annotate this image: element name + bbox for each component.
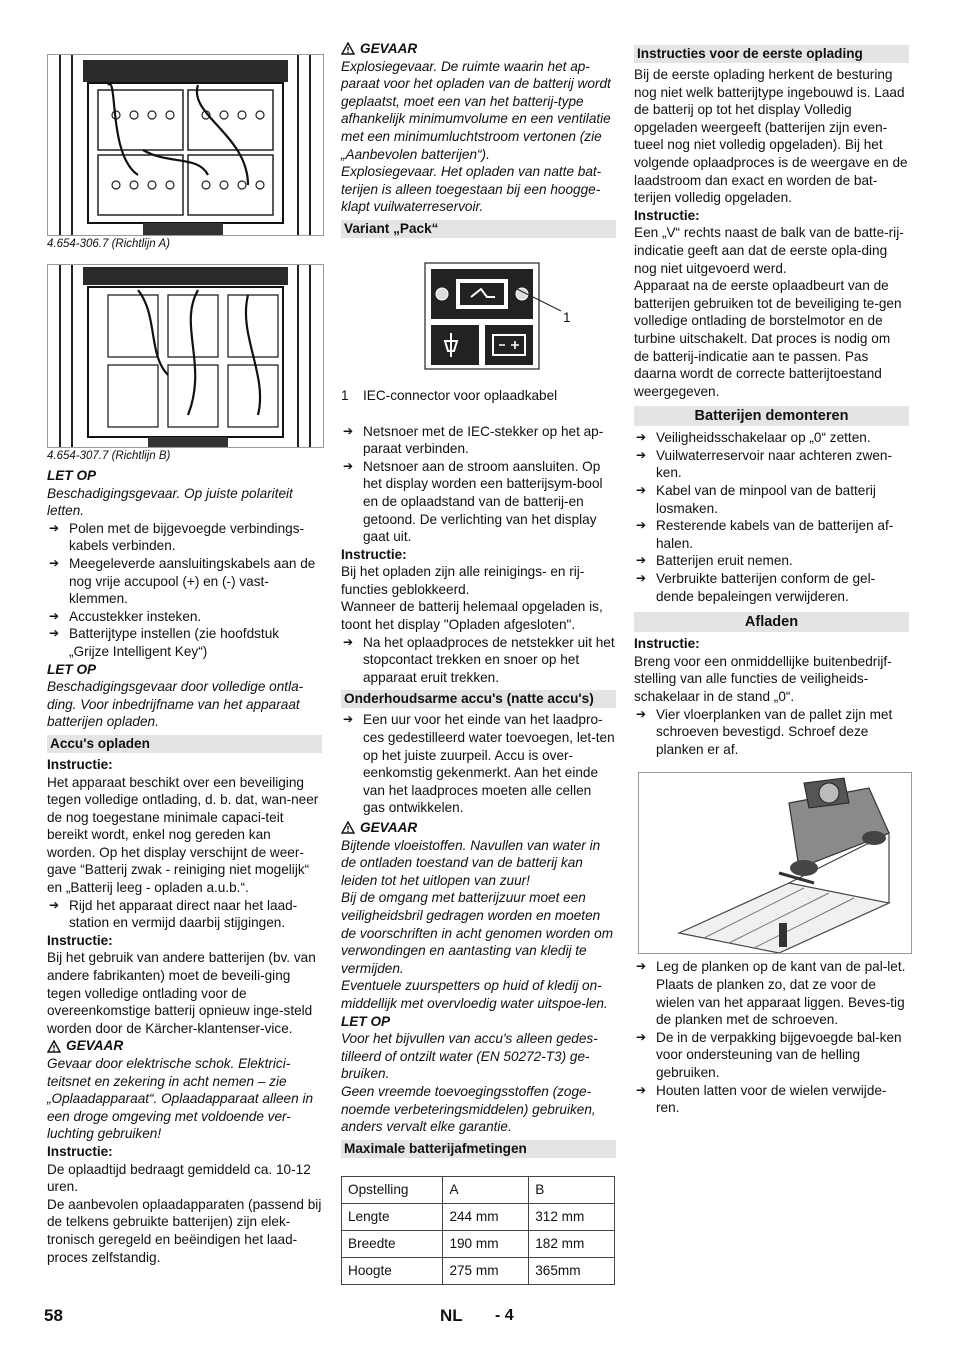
column-middle — [341, 40, 616, 1285]
iec-connector-figure — [341, 241, 616, 381]
instruction-heading: Instructie: — [47, 1143, 113, 1159]
instruction-step: ➔ Netsnoer aan de stroom aansluiten. Op het display worden een batterijsym-bool en de oplaadstand van de batterij-en getoond. De verlichting van het display gaat uit. — [341, 458, 616, 546]
notice-heading: LET OP — [47, 661, 97, 677]
instruction-step: ➔ Meegeleverde aansluitingskabels aan de nog vrije accupool (+) en (-) vast-klemmen. — [47, 555, 322, 608]
legend-number: 1 — [341, 387, 349, 403]
body-text: Breng voor een onmiddellijke buitenbedrijf-stelling van alle functies de veiligheids-schakelaar in de stand „0“. — [634, 653, 892, 704]
instruction-step: ➔ Netsnoer met de IEC-stekker op het ap-paraat verbinden. — [341, 423, 616, 458]
legend-text: IEC-connector voor oplaadkabel — [363, 387, 558, 403]
table-cell: 275 mm — [443, 1257, 529, 1284]
danger-heading-label: GEVAAR — [360, 820, 418, 835]
danger-heading — [341, 819, 616, 837]
instruction-step: ➔ Kabel van de minpool van de batterij losmaken. — [634, 482, 909, 517]
table-cell: Hoogte — [342, 1257, 443, 1284]
instruction-step: ➔ Polen met de bijgevoegde verbindings-kabels verbinden. — [47, 520, 322, 555]
pallet-ramp-illustration — [639, 773, 911, 953]
figure-caption: 4.654-307.7 (Richtlijn B) — [47, 450, 171, 462]
body-text: Bij het gebruik van andere batterijen (bv. van andere fabrikanten) moet de beveili-ging tegen volledige ontlading voor de overeenkomstige batterij opnieuw inge-steld worden door de Kärcher-klantenser-vice. — [47, 950, 316, 1036]
danger-heading-label: GEVAAR — [360, 41, 418, 56]
danger-text: Explosiegevaar. De ruimte waarin het ap-paraat voor het opladen van de batterij wordt geplaatst, moet een van het batterij-type afhankelijk minimumvolume en een ventilatie met een minimumluchtstroom vertonen (zie „Aanbevolen batterijen“). — [341, 58, 611, 162]
danger-heading — [47, 1037, 322, 1055]
body-text: Apparaat na de eerste oplaadbeurt van de batterijen gebruiken tot de beveiliging te-gen volledige ontlading de borstelmotor en de turbine uitschakelt. Dat proces is nodig om de batterij-indicatie aan te passen. Pas daarna wordt de correcte batterijtoestand weergegeven. — [634, 278, 902, 399]
battery-layout-a-illustration — [48, 55, 323, 235]
warning-triangle-icon — [341, 42, 355, 55]
instruction-step: ➔ Accustekker insteken. — [47, 608, 322, 626]
instruction-heading: Instructie: — [634, 636, 700, 652]
section-title: Maximale batterijafmetingen — [341, 1140, 616, 1158]
instruction-step: ➔ Rijd het apparaat direct naar het laad-station en vermijd daarbij stijgingen. — [47, 897, 322, 932]
battery-layout-b-figure — [47, 264, 324, 448]
instruction-step: ➔ Verbruikte batterijen conform de gel-dende bepaleingen verwijderen. — [634, 570, 909, 605]
danger-text: Bij de omgang met batterijzuur moet een veiligheidsbril gedragen worden en moeten de voorschriften in acht genomen worden om verwondingen en aantasting van kledij te vermijden. — [341, 890, 614, 976]
battery-dimensions-table — [341, 1176, 615, 1285]
language-page-number: - 4 — [495, 1307, 514, 1324]
table-row — [342, 1257, 615, 1284]
body-text: Bij de eerste oplading herkent de besturing nog niet welk batterijtype ingebouwd is. Laad de batterij op tot het display Volledig opgeladen weergeeft (batterijen zijn even-tueel nog niet volledig opgeladen). Bij het volgende oplaadproces is de weergave en de laadstroom dan exact en worden de bat-terijen volledig opgeladen. — [634, 67, 908, 206]
body-text: De oplaadtijd bedraagt gemiddeld ca. 10-12 uren. — [47, 1161, 311, 1195]
section-title: Batterijen demonteren — [634, 406, 909, 426]
instruction-heading: Instructie: — [634, 207, 700, 223]
pallet-unloading-figure — [638, 772, 912, 954]
notice-text: Geen vreemde toevoegingsstoffen (zoge-noemde verbeteringsmiddelen) gebruiken, anders vervalt elke garantie. — [341, 1083, 596, 1135]
table-cell: B — [529, 1176, 615, 1203]
table-cell: Breedte — [342, 1230, 443, 1257]
section-title: Onderhoudsarme accu's (natte accu's) — [341, 690, 616, 708]
iec-connector-illustration — [341, 241, 616, 381]
notice-heading: LET OP — [341, 1013, 391, 1029]
instruction-heading: Instructie: — [47, 932, 113, 948]
notice-text: Beschadigingsgevaar door volledige ontla-ding. Voor inbedrijfname van het apparaat batterijen opladen. — [47, 679, 304, 730]
instruction-step: ➔ Batterijen eruit nemen. — [634, 552, 909, 570]
danger-text: Bijtende vloeistoffen. Navullen van water in de ontladen toestand van de batterij kan leiden tot het uitlopen van zuur! — [341, 837, 601, 888]
table-row — [342, 1203, 615, 1230]
instruction-step: ➔ Houten latten voor de wielen verwijde-ren. — [634, 1082, 909, 1117]
body-text: Het apparaat beschikt over een beveiliging tegen volledige ontlading, d. b. dat, wan-neer de nog toegestane minimale capaci-teit bereikt wordt, enkel nog gereden kan worden. Op het display verschijnt de weer-gave “Batterij zwak - reiniging niet mogelijk“ en „Batterij leeg - opladen a.u.b.“. — [47, 774, 319, 896]
instruction-step: ➔ Een uur voor het einde van het laadpro-ces gedestilleerd water toevoegen, let-ten op het juiste zuurpeil. Accu is over-eenkomstig gekenmerkt. Aan het einde van het laadproces moeten alle cellen gas ontwikkelen. — [341, 711, 616, 817]
danger-text: Explosiegevaar. Het opladen van natte bat-terijen is alleen toegestaan bij een hoogge-klapt vuilwaterreservoir. — [341, 164, 602, 215]
column-right — [634, 40, 909, 1117]
table-cell: 312 mm — [529, 1203, 615, 1230]
instruction-step: ➔ Leg de planken op de kant van de pal-let. Plaats de planken zo, dat ze voor de wielen van het apparaat liggen. Beves-tig de planken met de schroeven. — [634, 958, 909, 1028]
table-cell: Opstelling — [342, 1176, 443, 1203]
page-number: 58 — [44, 1306, 63, 1325]
danger-text: Gevaar door elektrische schok. Elektrici-teitsnet en zekering in acht nemen – zie „Oplaadapparaat“. Oplaadapparaat alleen in een droge omgeving met voldoende ver-luchting gebruiken! — [47, 1056, 314, 1142]
body-text: De aanbevolen oplaadapparaten (passend bij de telkens gebruikte batterijen) zijn elek-tronisch geregeld en beëindigen het laad-proces zelfstandig. — [47, 1196, 322, 1265]
figure-legend — [341, 387, 616, 405]
danger-heading — [341, 40, 616, 58]
table-cell: Lengte — [342, 1203, 443, 1230]
battery-layout-a-figure — [47, 54, 324, 236]
callout-number: 1 — [563, 309, 571, 325]
body-text: Bij het opladen zijn alle reinigings- en rij-functies geblokkeerd. — [341, 564, 585, 597]
language-code: NL — [440, 1306, 463, 1325]
instruction-heading: Instructie: — [47, 756, 113, 772]
section-title: Instructies voor de eerste oplading — [634, 45, 909, 63]
instruction-step: ➔ Na het oplaadproces de netstekker uit het stopcontact trekken en snoer op het apparaat eruit trekken. — [341, 634, 616, 687]
notice-heading: LET OP — [47, 468, 97, 483]
section-title: Variant „Pack“ — [341, 220, 616, 238]
instruction-step: ➔ De in de verpakking bijgevoegde bal-ken voor ondersteuning van de helling gebruiken. — [634, 1029, 909, 1082]
battery-layout-b-illustration — [48, 265, 323, 447]
table-row — [342, 1230, 615, 1257]
instruction-step: ➔ Vier vloerplanken van de pallet zijn met schroeven bevestigd. Schroef deze planken er af. — [634, 706, 909, 759]
table-cell: 190 mm — [443, 1230, 529, 1257]
table-cell: A — [443, 1176, 529, 1203]
body-text: Wanneer de batterij helemaal opgeladen is, toont het display "Opladen afgesloten". — [341, 599, 603, 633]
instruction-step: ➔ Resterende kabels van de batterijen af-halen. — [634, 517, 909, 552]
table-cell: 182 mm — [529, 1230, 615, 1257]
warning-triangle-icon — [47, 1040, 61, 1053]
table-row — [342, 1176, 615, 1203]
danger-heading-label: GEVAAR — [66, 1038, 124, 1054]
notice-text: Voor het bijvullen van accu's alleen gedes-tilleerd of ontzilt water (EN 50272-T3) ge-bruiken. — [341, 1031, 598, 1082]
instruction-heading: Instructie: — [341, 546, 407, 562]
instruction-step: ➔ Vuilwaterreservoir naar achteren zwen-ken. — [634, 447, 909, 482]
section-title: Accu's opladen — [47, 735, 322, 753]
body-text: Een „V“ rechts naast de balk van de batte-rij-indicatie geeft aan dat de eerste opla-ding nog niet uitgevoerd werd. — [634, 225, 904, 276]
table-cell: 365mm — [529, 1257, 615, 1284]
warning-triangle-icon — [341, 821, 355, 834]
section-title: Afladen — [634, 612, 909, 632]
figure-caption: 4.654-306.7 (Richtlijn A) — [47, 238, 170, 250]
instruction-step: ➔ Batterijtype instellen (zie hoofdstuk „Grijze Intelligent Key“) — [47, 625, 322, 660]
notice-text: Beschadigingsgevaar. Op juiste polariteit letten. — [47, 485, 293, 519]
instruction-step: ➔ Veiligheidsschakelaar op „0“ zetten. — [634, 429, 909, 447]
column-left — [47, 40, 322, 1266]
danger-text: Eventuele zuurspetters op huid of kledij on-middellijk met overvloedig water uitspoe-len. — [341, 978, 608, 1011]
table-cell: 244 mm — [443, 1203, 529, 1230]
